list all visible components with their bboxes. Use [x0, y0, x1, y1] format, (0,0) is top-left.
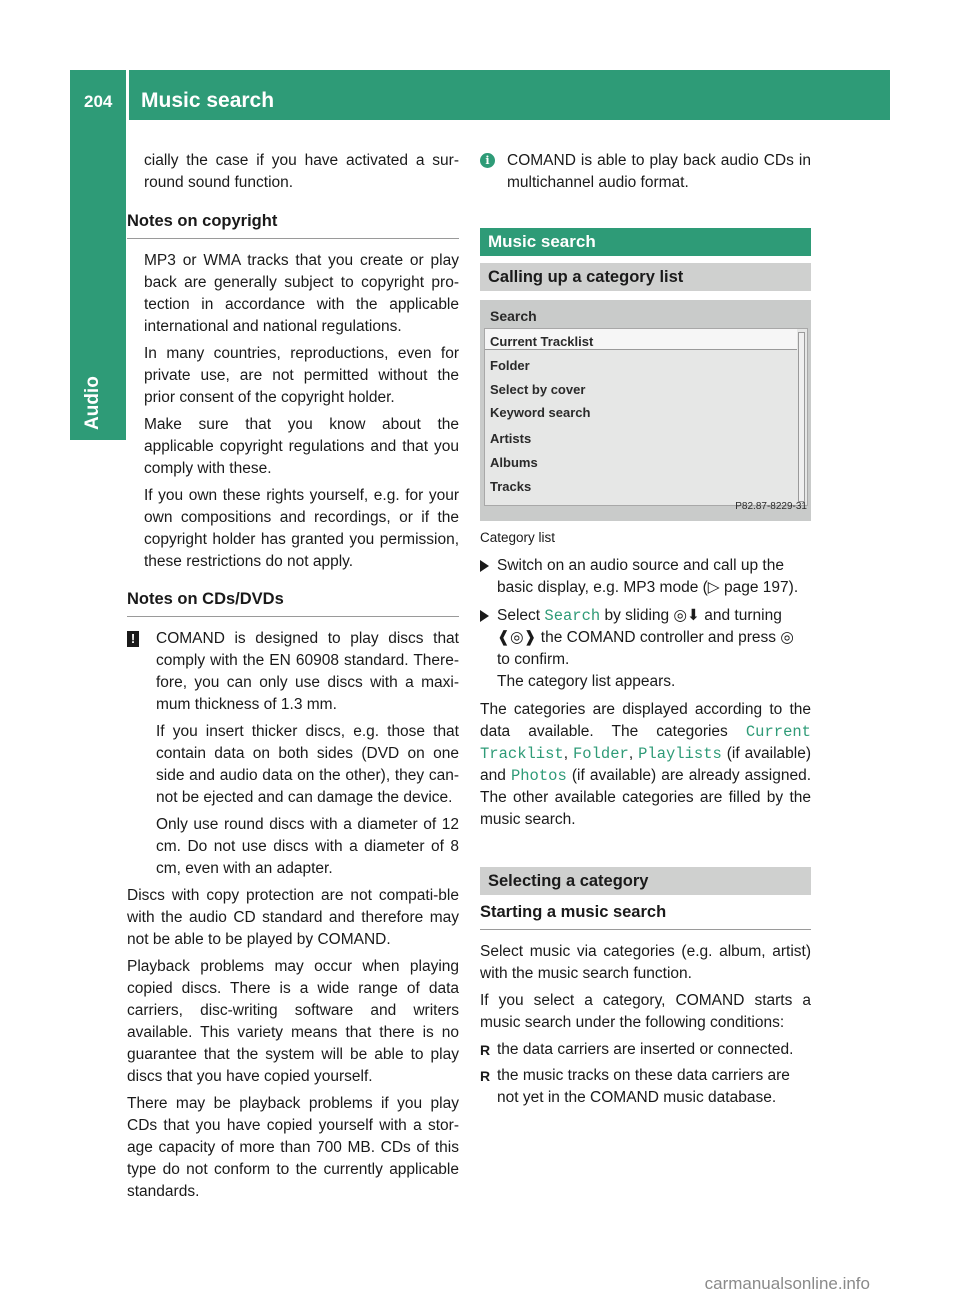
step-text-part: Select: [497, 607, 545, 624]
header-divider: [126, 70, 129, 120]
code-folder: Folder: [573, 745, 629, 763]
bullet-text: the music tracks on these data carriers are not yet in the COMAND music database.: [497, 1067, 790, 1106]
screen-title: Search: [490, 308, 537, 324]
paragraph: There may be playback problems if you play CDs that you have copied yourself with a stor-age capacity of more than 700 MB. CDs of this type do not conform to the currently applicable standards.: [127, 1095, 459, 1200]
page-title: Music search: [141, 89, 275, 112]
step-text-part: by sliding ◎⬇ and turning ❰◎❱ the COMAND controller and press ◎ to confirm.: [497, 607, 794, 668]
warning-text: COMAND is designed to play discs that comply with the EN 60908 standard. There-fore, you can only use discs with a maxi-mum thickness of 1.3 mm.: [156, 630, 459, 713]
screen-item: Tracks: [490, 479, 532, 494]
screen-item: Folder: [490, 358, 530, 373]
subsection-band-selecting: Selecting a category: [480, 867, 811, 895]
paragraph: In many countries, reproductions, even for private use, are not permitted without the prior consent of the copyright holder.: [144, 345, 459, 406]
screen-list: [484, 328, 808, 506]
step-result: The category list appears.: [497, 673, 676, 690]
subsection-band-calling: Calling up a category list: [480, 263, 811, 291]
screen-item: Keyword search: [490, 405, 591, 420]
info-icon: i: [480, 153, 495, 168]
step-text: Switch on an audio source and call up the basic display, e.g. MP3 mode (▷ page 197).: [497, 557, 799, 596]
screen-item: Albums: [490, 455, 538, 470]
code-search: Search: [544, 607, 601, 625]
heading-cds-dvds: Notes on CDs/DVDs: [127, 588, 459, 617]
instruction-step: [480, 555, 811, 599]
watermark: carmanualsonline.info: [704, 1274, 870, 1293]
text-part: The categories are displayed according to the data available. The categories: [480, 701, 811, 740]
code-current-tracklist: Current Tracklist: [480, 723, 811, 763]
bullet-text: the data carriers are inserted or connected.: [497, 1041, 794, 1058]
section-band-music-search: Music search: [480, 228, 811, 256]
heading-starting: Starting a music search: [480, 901, 811, 930]
bullet-icon: R: [480, 1068, 491, 1084]
continued-text: cially the case if you have activated a sur-round sound function.: [144, 152, 459, 191]
bullet-item: [480, 1065, 811, 1109]
text-part: (if available) and: [480, 745, 811, 784]
warning-icon: !: [127, 631, 139, 647]
side-tab-label: Audio: [82, 376, 103, 430]
image-code: P82.87-8229-31: [735, 501, 807, 512]
paragraph: If you select a category, COMAND starts a music search under the following conditions:: [480, 992, 811, 1031]
paragraph: Make sure that you know about the applicable copyright regulations and that you comply with these.: [144, 416, 459, 477]
step-text: [497, 605, 811, 671]
screen-item: Artists: [490, 431, 532, 446]
text-part: (if available) are already assigned. The other available categories are filled by the music search.: [480, 767, 811, 828]
step-arrow-icon: [480, 560, 489, 572]
page-number: 204: [84, 92, 113, 111]
paragraph: MP3 or WMA tracks that you create or play back are generally subject to copyright pro-tection in accordance with the applicable international and national regulations.: [144, 252, 459, 335]
category-list-screenshot: [480, 300, 811, 521]
paragraph: Discs with copy protection are not compati-ble with the audio CD standard and therefore may not be able to be played by COMAND.: [127, 887, 459, 948]
scrollbar: [798, 332, 805, 502]
heading-copyright: Notes on copyright: [127, 210, 459, 239]
left-column: [127, 150, 459, 1208]
paragraph: If you own these rights yourself, e.g. for your own compositions and recordings, or if the copyright holder has granted you permission, these restrictions do not apply.: [144, 487, 459, 570]
instruction-step: [480, 605, 811, 693]
paragraph: Playback problems may occur when playing copied discs. There is a wide range of data carriers, disc-writing software and writers available. This variety means that there is no guarantee that the system will be able to play discs that you have copied yourself.: [127, 958, 459, 1085]
info-note: [480, 150, 811, 194]
bullet-item: [480, 1039, 811, 1061]
text-part: ,: [628, 745, 639, 762]
bullet-icon: R: [480, 1042, 491, 1058]
screen-item: Current Tracklist: [490, 334, 594, 349]
paragraph: [480, 699, 811, 831]
warning-text: If you insert thicker discs, e.g. those that contain data on both sides (DVD on one side and audio data on the other), they can-not be ejected and can damage the device.: [156, 723, 459, 806]
warning-text: Only use round discs with a diameter of 12 cm. Do not use discs with a diameter of 8 cm, even with an adapter.: [156, 816, 459, 877]
right-column: [480, 150, 811, 1113]
screen-item: Select by cover: [490, 382, 586, 397]
text-part: ,: [563, 745, 573, 762]
step-arrow-icon: [480, 610, 489, 622]
warning-note: [127, 628, 459, 880]
info-text: COMAND is able to play back audio CDs in multichannel audio format.: [507, 152, 811, 191]
paragraph: Select music via categories (e.g. album, artist) with the music search function.: [480, 943, 811, 982]
code-photos: Photos: [510, 767, 567, 785]
code-playlists: Playlists: [638, 745, 722, 763]
figure-caption: Category list: [480, 530, 556, 545]
